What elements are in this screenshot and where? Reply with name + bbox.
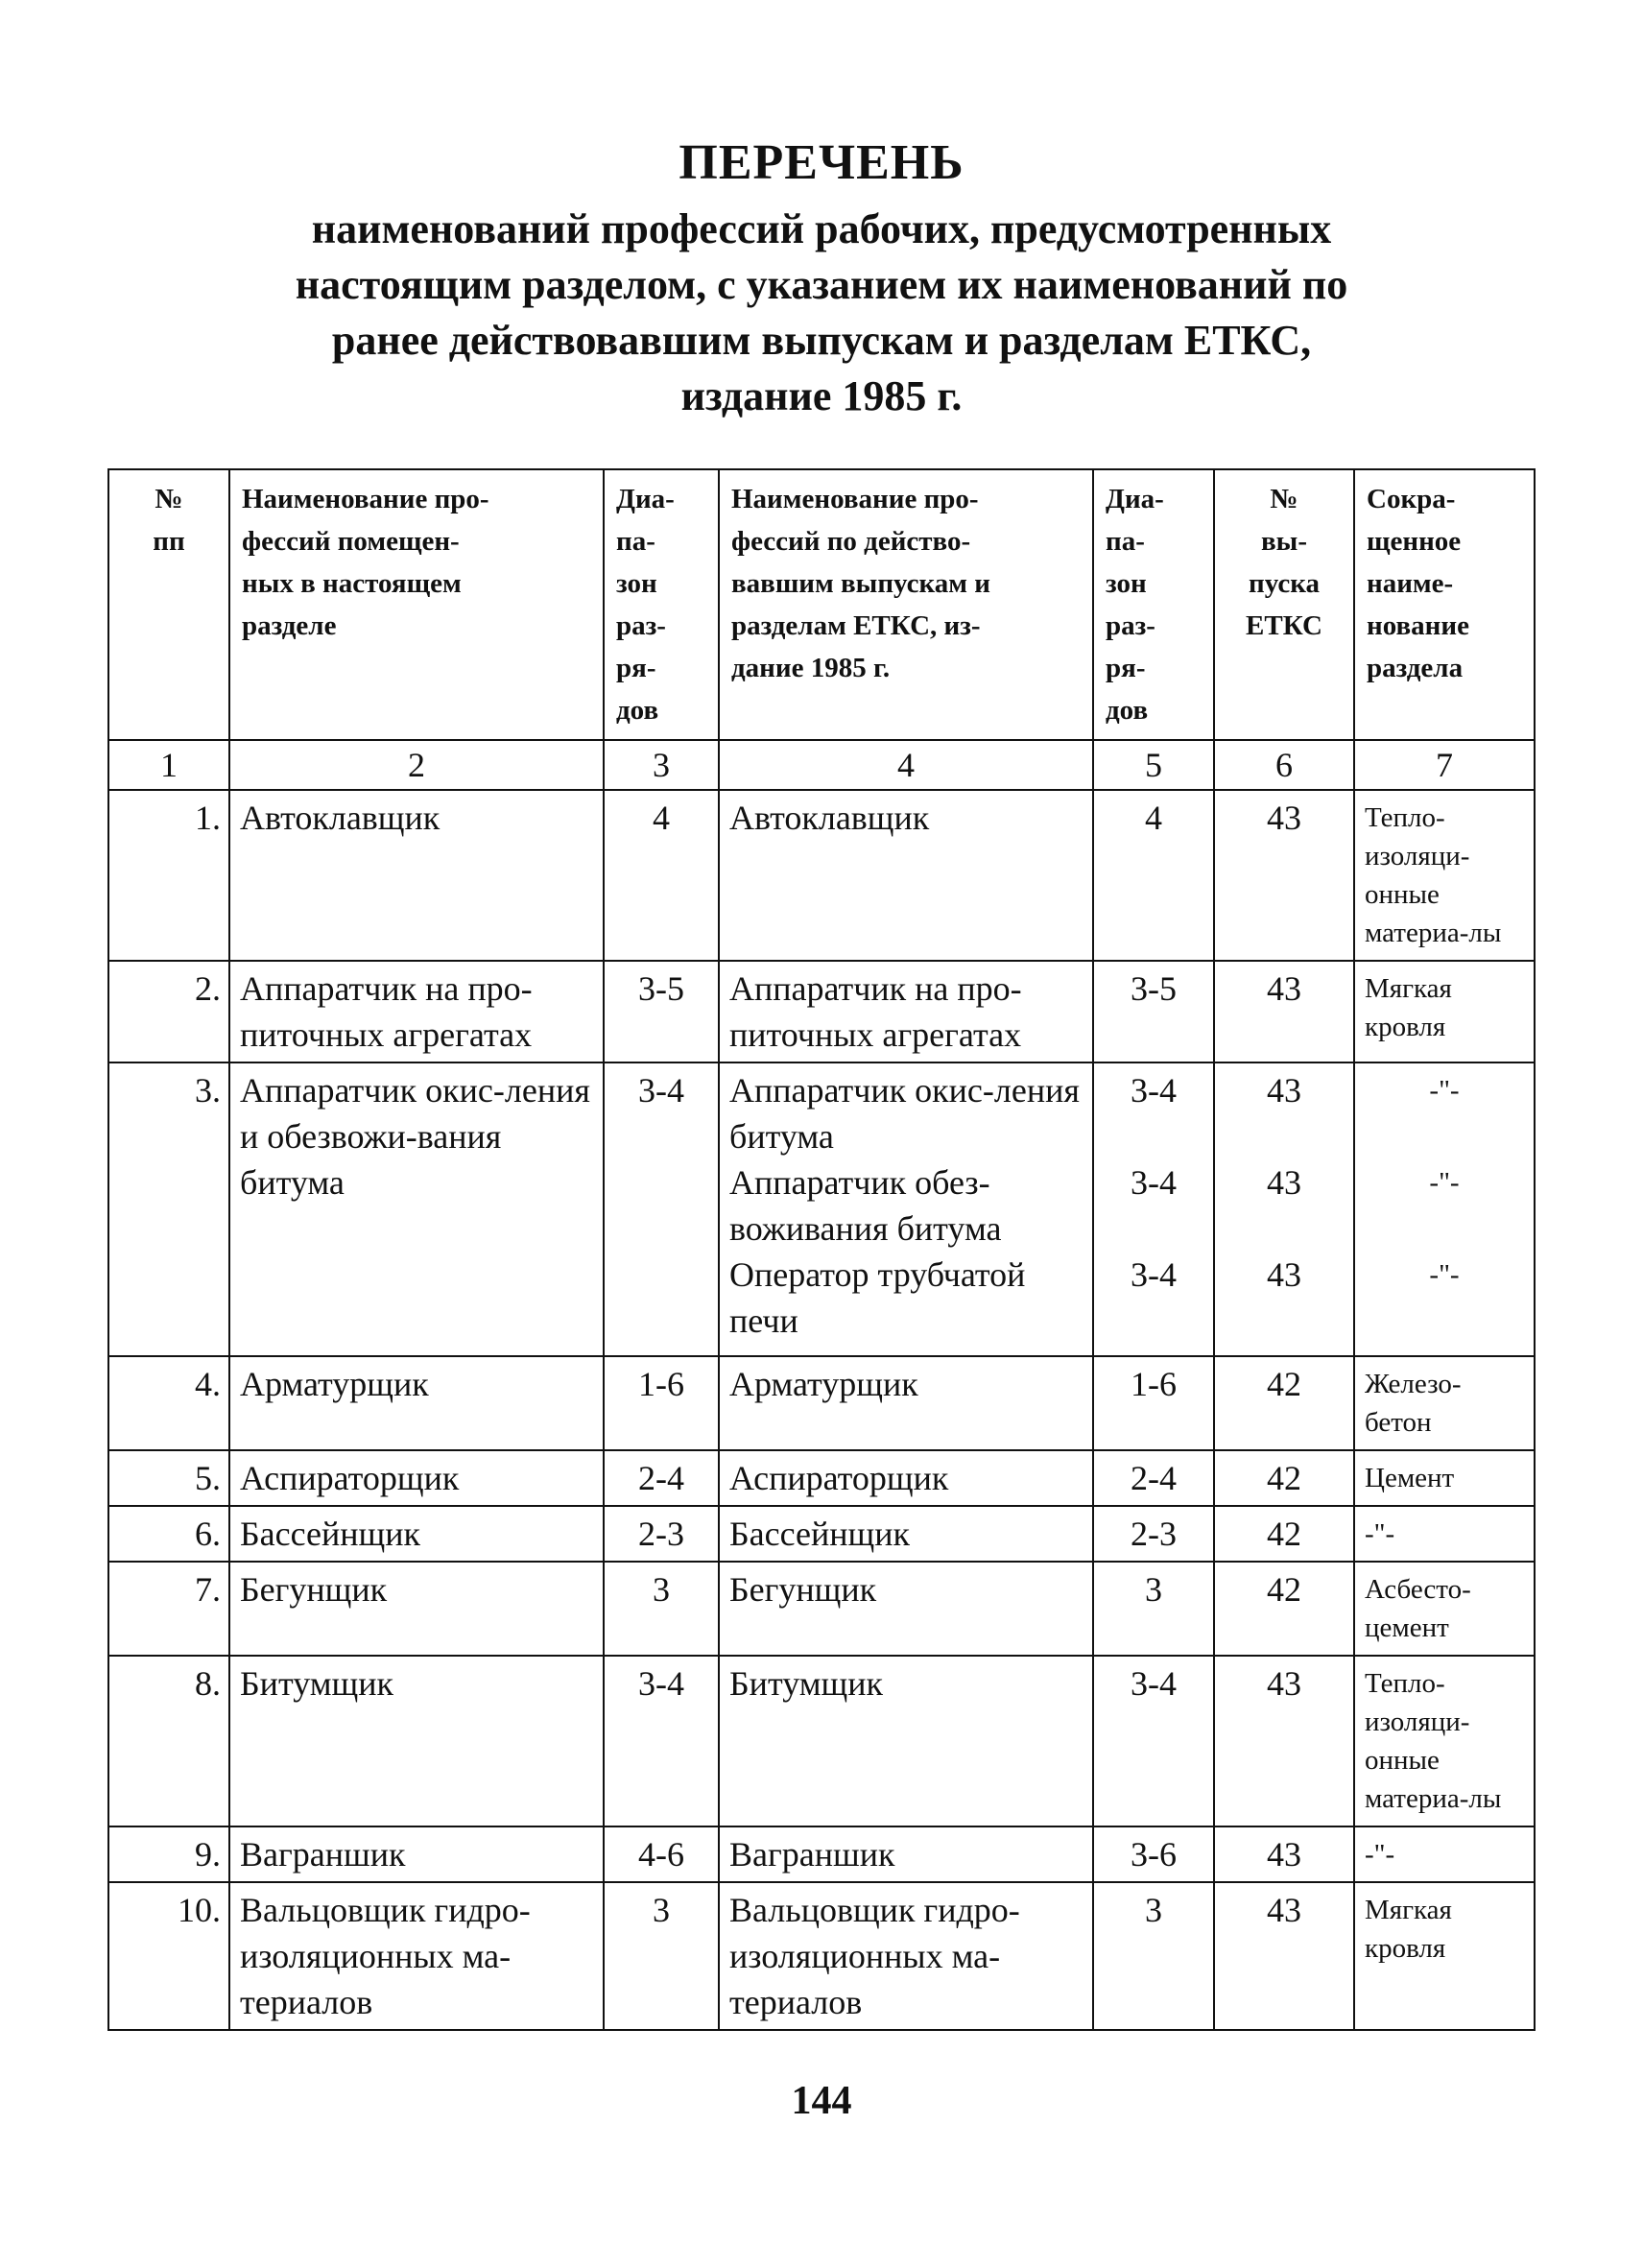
table-row <box>108 1562 1535 1656</box>
old-profession-entry: Арматурщик <box>729 1365 918 1403</box>
header-number <box>108 469 229 740</box>
header-line: зон <box>616 568 657 599</box>
profession-name: Бассейнщик <box>229 1506 604 1562</box>
grade-range: 2-4 <box>604 1450 719 1506</box>
old-range-entry: 2-3 <box>1131 1515 1177 1553</box>
issue-entry: 43 <box>1267 1891 1301 1929</box>
page-number: 144 <box>791 2079 852 2123</box>
issue-entry: 42 <box>1267 1515 1301 1553</box>
section-entry: -"- <box>1429 1167 1460 1198</box>
section-name <box>1354 1826 1535 1882</box>
old-grade-range <box>1093 1450 1214 1506</box>
table-row <box>108 1356 1535 1450</box>
old-range-entry: 3 <box>1145 1891 1162 1929</box>
table-row <box>108 1656 1535 1826</box>
old-range-entry: 3-5 <box>1131 969 1177 1008</box>
page-title: ПЕРЕЧЕНЬ <box>679 135 964 190</box>
old-range-entry: 1-6 <box>1131 1365 1177 1403</box>
section-entry: -"- <box>1365 1839 1395 1870</box>
issue-entry: 43 <box>1267 1071 1301 1110</box>
header-line: наиме- <box>1367 568 1454 599</box>
issue-number <box>1214 961 1354 1062</box>
old-grade-range <box>1093 790 1214 961</box>
issue-number <box>1214 1450 1354 1506</box>
table-row <box>108 1506 1535 1562</box>
old-profession-entry: Бассейнщик <box>729 1515 911 1553</box>
old-range-entry: 3-4 <box>1131 1071 1177 1110</box>
table-header-row <box>108 469 1535 740</box>
section-name <box>1354 1506 1535 1562</box>
section-name <box>1354 1562 1535 1656</box>
section-name <box>1354 1356 1535 1450</box>
old-profession-entry: Аппаратчик окис-ления битума <box>729 1071 1080 1156</box>
row-number: 4. <box>108 1356 229 1450</box>
old-profession-name <box>719 1562 1093 1656</box>
header-line: па- <box>616 526 655 557</box>
old-grade-range <box>1093 1356 1214 1450</box>
old-profession-entry: Аппаратчик обез-воживания битума <box>729 1163 1002 1248</box>
grade-range: 1-6 <box>604 1356 719 1450</box>
header-new-range <box>604 469 719 740</box>
header-line: ря- <box>616 653 656 683</box>
section-name <box>1354 961 1535 1062</box>
column-number: 7 <box>1354 740 1535 790</box>
old-grade-range <box>1093 1656 1214 1826</box>
issue-entry: 43 <box>1267 1163 1301 1202</box>
row-number: 9. <box>108 1826 229 1882</box>
old-range-entry: 4 <box>1145 799 1162 837</box>
column-number: 6 <box>1214 740 1354 790</box>
section-name <box>1354 1450 1535 1506</box>
old-range-entry: 3-6 <box>1131 1835 1177 1874</box>
old-grade-range <box>1093 1826 1214 1882</box>
old-grade-range <box>1093 1062 1214 1356</box>
header-line: щенное <box>1367 526 1462 557</box>
issue-entry: 43 <box>1267 1255 1301 1294</box>
section-name <box>1354 790 1535 961</box>
old-profession-name <box>719 961 1093 1062</box>
issue-number <box>1214 1062 1354 1356</box>
header-line: фессий по действо- <box>731 526 971 557</box>
header-old-name <box>719 469 1093 740</box>
old-profession-entry: Вальцовщик гидро-изоляционных ма-териалов <box>729 1891 1020 2021</box>
row-number: 10. <box>108 1882 229 2030</box>
subtitle-line: издание 1985 г. <box>680 372 963 419</box>
profession-name: Аспираторщик <box>229 1450 604 1506</box>
header-line: ЕТКС <box>1246 610 1322 641</box>
section-entry: Асбесто-цемент <box>1365 1574 1471 1643</box>
row-number: 6. <box>108 1506 229 1562</box>
issue-entry: 42 <box>1267 1365 1301 1403</box>
column-number-row <box>108 740 1535 790</box>
header-line: Сокра- <box>1367 484 1456 514</box>
issue-number <box>1214 1656 1354 1826</box>
section-entry: Тепло-изоляци-онные материа-лы <box>1365 1668 1502 1814</box>
profession-name: Битумщик <box>229 1656 604 1826</box>
header-new-name <box>229 469 604 740</box>
table-row <box>108 1882 1535 2030</box>
issue-number <box>1214 1356 1354 1450</box>
section-name <box>1354 1882 1535 2030</box>
header-line: Диа- <box>616 484 675 514</box>
grade-range: 3-5 <box>604 961 719 1062</box>
row-number: 3. <box>108 1062 229 1356</box>
profession-name: Бегунщик <box>229 1562 604 1656</box>
column-number: 2 <box>229 740 604 790</box>
header-line: пп <box>153 526 185 557</box>
old-grade-range <box>1093 1506 1214 1562</box>
header-line: № <box>155 484 183 514</box>
old-profession-name <box>719 1062 1093 1356</box>
old-profession-name <box>719 1882 1093 2030</box>
header-line: па- <box>1106 526 1145 557</box>
column-number: 1 <box>108 740 229 790</box>
issue-entry: 43 <box>1267 969 1301 1008</box>
header-line: разделе <box>242 610 337 641</box>
section-entry: Цемент <box>1365 1463 1455 1493</box>
table-row <box>108 1062 1535 1356</box>
header-line: фессий помещен- <box>242 526 460 557</box>
table-row <box>108 1826 1535 1882</box>
table-row <box>108 790 1535 961</box>
grade-range: 4 <box>604 790 719 961</box>
old-profession-name <box>719 1506 1093 1562</box>
old-profession-entry: Оператор трубчатой печи <box>729 1255 1026 1340</box>
profession-name: Ваграншик <box>229 1826 604 1882</box>
header-line: вы- <box>1261 526 1307 557</box>
header-line: № <box>1270 484 1298 514</box>
header-line: Диа- <box>1106 484 1164 514</box>
old-profession-name <box>719 1656 1093 1826</box>
old-grade-range <box>1093 1562 1214 1656</box>
old-profession-entry: Аппаратчик на про-питочных агрегатах <box>729 969 1022 1054</box>
issue-number <box>1214 1882 1354 2030</box>
page-subtitle <box>0 202 1643 424</box>
issue-number <box>1214 790 1354 961</box>
issue-entry: 43 <box>1267 1835 1301 1874</box>
section-entry: Мягкая кровля <box>1365 1895 1452 1964</box>
header-line: Наименование про- <box>242 484 489 514</box>
header-line: зон <box>1106 568 1147 599</box>
section-name <box>1354 1062 1535 1356</box>
column-number: 4 <box>719 740 1093 790</box>
header-line: пуска <box>1249 568 1320 599</box>
section-name <box>1354 1656 1535 1826</box>
issue-entry: 43 <box>1267 799 1301 837</box>
section-entry: Мягкая кровля <box>1365 973 1452 1042</box>
profession-name: Вальцовщик гидро-изоляционных ма-териалов <box>229 1882 604 2030</box>
header-line: ных в настоящем <box>242 568 462 599</box>
column-number: 5 <box>1093 740 1214 790</box>
issue-entry: 43 <box>1267 1664 1301 1703</box>
grade-range: 3-4 <box>604 1656 719 1826</box>
header-line: раздела <box>1367 653 1464 683</box>
old-grade-range <box>1093 1882 1214 2030</box>
header-line: ря- <box>1106 653 1146 683</box>
section-entry: -"- <box>1429 1075 1460 1106</box>
professions-table <box>107 468 1536 2031</box>
old-grade-range <box>1093 961 1214 1062</box>
old-profession-name <box>719 790 1093 961</box>
old-profession-name <box>719 1450 1093 1506</box>
column-number: 3 <box>604 740 719 790</box>
header-line: вавшим выпускам и <box>731 568 990 599</box>
issue-number <box>1214 1562 1354 1656</box>
grade-range: 3-4 <box>604 1062 719 1356</box>
row-number: 2. <box>108 961 229 1062</box>
grade-range: 2-3 <box>604 1506 719 1562</box>
header-line: Наименование про- <box>731 484 979 514</box>
issue-entry: 42 <box>1267 1570 1301 1609</box>
old-profession-entry: Бегунщик <box>729 1570 877 1609</box>
subtitle-line: ранее действовавшим выпускам и разделам ЕТКС, <box>331 317 1312 364</box>
row-number: 8. <box>108 1656 229 1826</box>
old-profession-entry: Автоклавщик <box>729 799 930 837</box>
row-number: 5. <box>108 1450 229 1506</box>
old-profession-name <box>719 1356 1093 1450</box>
old-range-entry: 3-4 <box>1131 1163 1177 1202</box>
subtitle-line: настоящим разделом, с указанием их наименований по <box>295 261 1348 308</box>
header-line: раз- <box>616 610 666 641</box>
table-row <box>108 1450 1535 1506</box>
old-profession-entry: Ваграншик <box>729 1835 895 1874</box>
old-range-entry: 3-4 <box>1131 1664 1177 1703</box>
issue-entry: 42 <box>1267 1459 1301 1497</box>
grade-range: 4-6 <box>604 1826 719 1882</box>
profession-name: Автоклавщик <box>229 790 604 961</box>
header-line: дание 1985 г. <box>731 653 891 683</box>
grade-range: 3 <box>604 1882 719 2030</box>
old-profession-name <box>719 1826 1093 1882</box>
table-row <box>108 961 1535 1062</box>
table-body <box>108 790 1535 2030</box>
row-number: 1. <box>108 790 229 961</box>
header-line: дов <box>616 695 659 726</box>
header-old-range <box>1093 469 1214 740</box>
issue-number <box>1214 1826 1354 1882</box>
section-entry: Тепло-изоляци-онные материа-лы <box>1365 802 1502 948</box>
row-number: 7. <box>108 1562 229 1656</box>
header-line: раз- <box>1106 610 1155 641</box>
grade-range: 3 <box>604 1562 719 1656</box>
section-entry: -"- <box>1365 1518 1395 1549</box>
subtitle-line: наименований профессий рабочих, предусмотренных <box>311 205 1332 252</box>
profession-name: Аппаратчик окис-ления и обезвожи-вания битума <box>229 1062 604 1356</box>
header-line: дов <box>1106 695 1149 726</box>
old-range-entry: 2-4 <box>1131 1459 1177 1497</box>
section-entry: -"- <box>1429 1259 1460 1290</box>
section-entry: Железо-бетон <box>1365 1369 1462 1438</box>
issue-number <box>1214 1506 1354 1562</box>
header-line: нование <box>1367 610 1469 641</box>
header-line: разделам ЕТКС, из- <box>731 610 981 641</box>
profession-name: Аппаратчик на про-питочных агрегатах <box>229 961 604 1062</box>
old-range-entry: 3-4 <box>1131 1255 1177 1294</box>
header-issue <box>1214 469 1354 740</box>
old-profession-entry: Битумщик <box>729 1664 883 1703</box>
header-section <box>1354 469 1535 740</box>
old-range-entry: 3 <box>1145 1570 1162 1609</box>
old-profession-entry: Аспираторщик <box>729 1459 949 1497</box>
profession-name: Арматурщик <box>229 1356 604 1450</box>
